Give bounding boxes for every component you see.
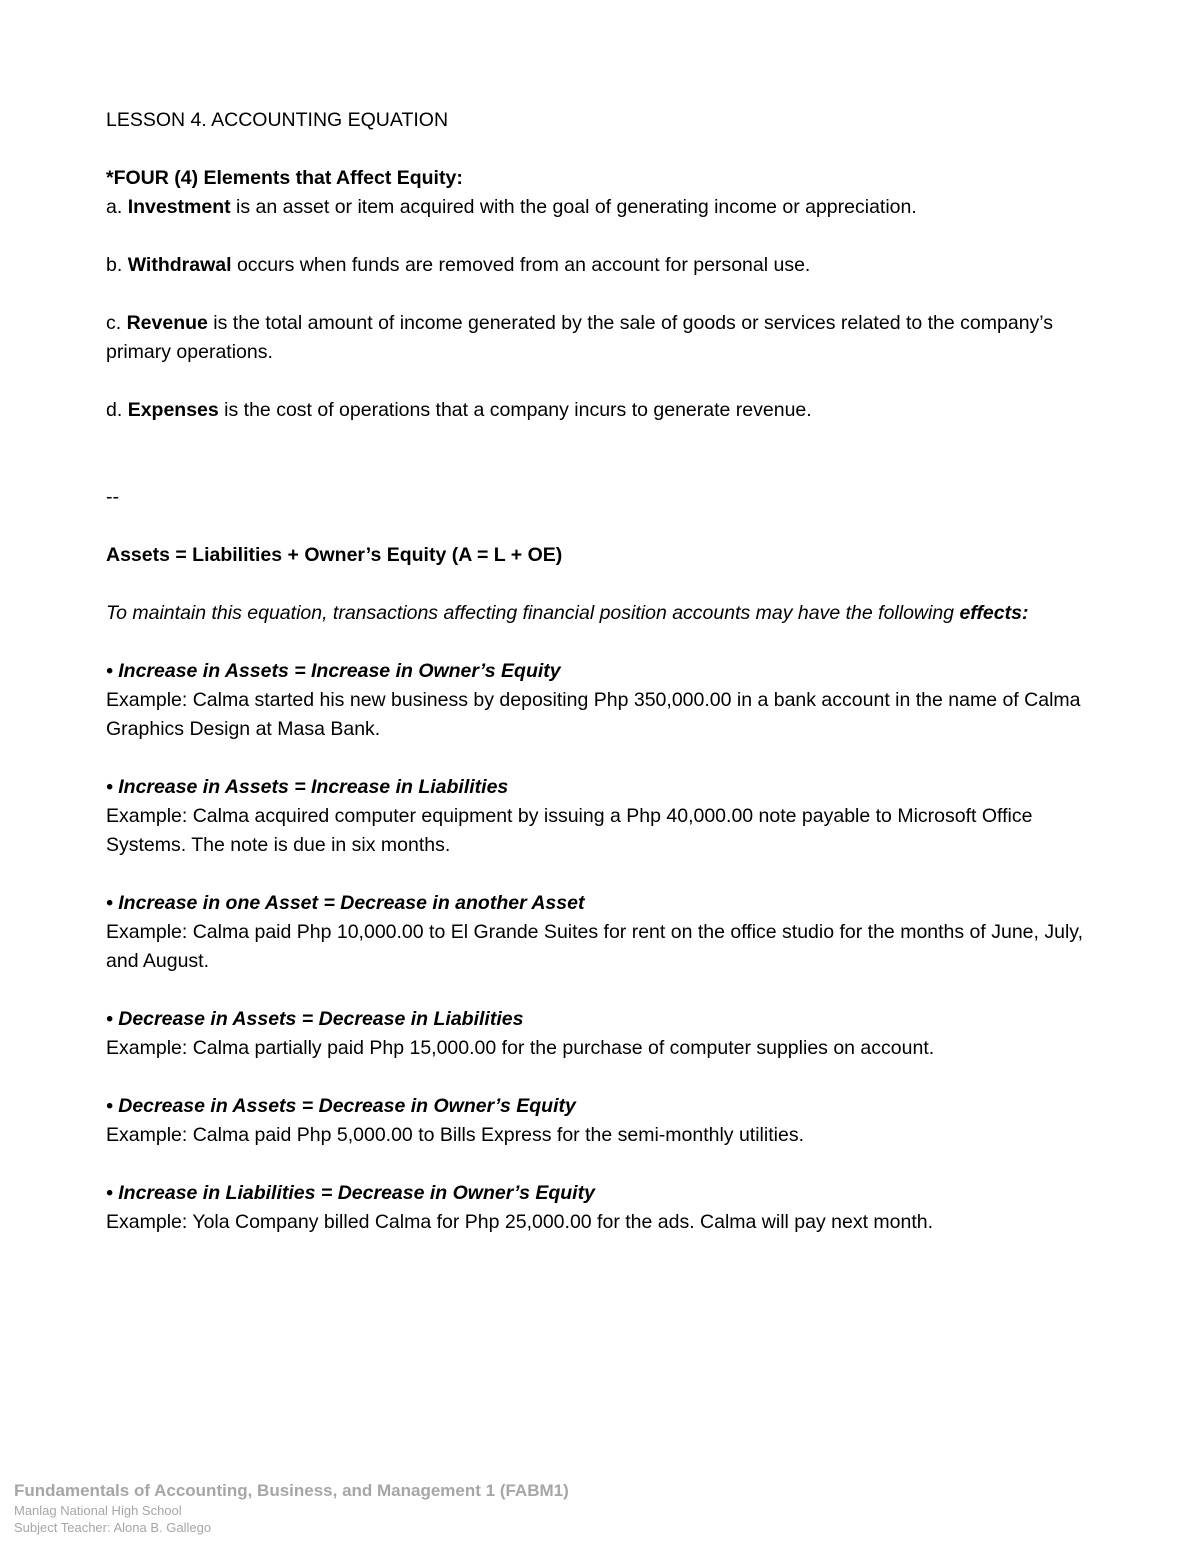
element-item-revenue [106,309,1096,367]
spacer [106,425,1096,454]
lesson-title: LESSON 4. ACCOUNTING EQUATION [106,109,449,131]
accounting-equation: Assets = Liabilities + Owner’s Equity (A = L + OE) [106,544,563,566]
spacer [106,512,1096,541]
spacer [106,976,1096,1005]
effect-example: Example: Calma partially paid Php 15,000.00 for the purchase of computer supplies on account. [106,1037,935,1059]
spacer [106,1150,1096,1179]
footer-course: Fundamentals of Accounting, Business, and Management 1 (FABM1) [14,1481,569,1500]
footer-school: Manlag National High School [14,1503,182,1518]
spacer [106,860,1096,889]
intro-paragraph [106,599,1096,628]
spacer [106,570,1096,599]
element-item-withdrawal [106,251,1096,280]
effect-rule: • Increase in Assets = Increase in Owner’s Equity [106,660,561,682]
spacer [106,135,1096,164]
separator: -- [106,486,119,508]
item-term: Investment [127,196,231,218]
item-term: Withdrawal [127,254,232,276]
item-prefix: b. [106,254,128,276]
item-prefix: a. [106,196,128,218]
item-prefix: c. [106,312,127,334]
intro-text: To maintain this equation, transactions affecting financial position accounts may have the following [106,602,960,624]
effect-rule: • Increase in Liabilities = Decrease in Owner’s Equity [106,1182,595,1204]
item-text: is the total amount of income generated by the sale of goods or services related to the company’s primary operations. [106,312,1054,363]
spacer [106,367,1096,396]
effect-example: Example: Calma started his new business by depositing Php 350,000.00 in a bank account in the name of Calma Graphics Design at Masa Bank. [106,689,1081,740]
item-text: occurs when funds are removed from an account for personal use. [231,254,811,276]
effect-rule: • Increase in Assets = Increase in Liabilities [106,776,509,798]
element-item-investment [106,193,1096,222]
footer-teacher: Subject Teacher: Alona B. Gallego [14,1520,212,1535]
item-text: is the cost of operations that a company incurs to generate revenue. [218,399,812,421]
item-prefix: d. [106,399,128,421]
document-body [106,106,1096,1237]
item-term: Revenue [126,312,208,334]
effect-rule: • Increase in one Asset = Decrease in another Asset [106,892,585,914]
element-item-expenses [106,396,1096,425]
effect-rule: • Decrease in Assets = Decrease in Owner’s Equity [106,1095,576,1117]
spacer [106,628,1096,657]
spacer [106,454,1096,483]
intro-bold: effects: [959,602,1029,624]
spacer [106,1063,1096,1092]
item-text: is an asset or item acquired with the goal of generating income or appreciation. [230,196,917,218]
page-footer [14,1480,569,1536]
elements-heading: *FOUR (4) Elements that Affect Equity: [106,167,463,189]
effect-example: Example: Calma paid Php 10,000.00 to El Grande Suites for rent on the office studio for the months of June, July, and August. [106,921,1084,972]
item-term: Expenses [127,399,219,421]
spacer [106,280,1096,309]
effect-example: Example: Yola Company billed Calma for Php 25,000.00 for the ads. Calma will pay next month. [106,1211,934,1233]
spacer [106,744,1096,773]
spacer [106,222,1096,251]
effect-rule: • Decrease in Assets = Decrease in Liabilities [106,1008,524,1030]
effect-example: Example: Calma paid Php 5,000.00 to Bills Express for the semi-monthly utilities. [106,1124,804,1146]
effect-example: Example: Calma acquired computer equipment by issuing a Php 40,000.00 note payable to Microsoft Office Systems. The note is due in six months. [106,805,1033,856]
